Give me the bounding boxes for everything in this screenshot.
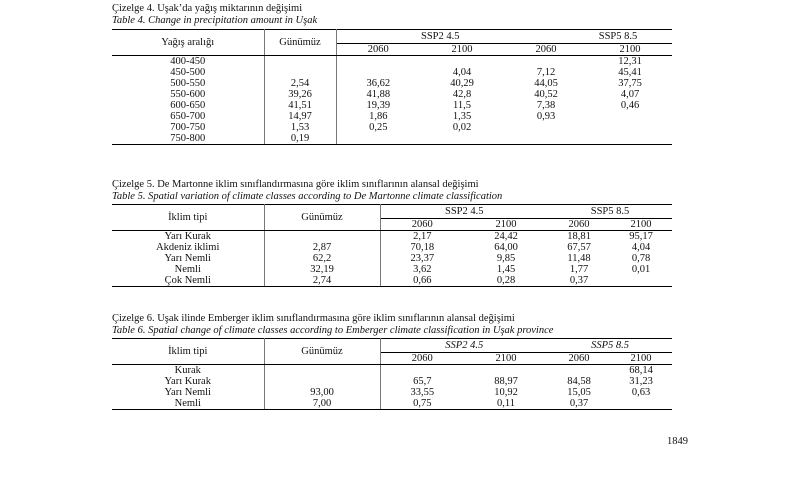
- table5-ssp5-header: SSP5 8.5: [548, 205, 672, 219]
- table4-col-now-header: Günümüz: [264, 30, 336, 56]
- table4-cell-value: 36,62: [366, 78, 391, 89]
- table6-cell-value: 68,14: [629, 365, 653, 376]
- table6: [112, 338, 672, 410]
- table4-ssp5-header: SSP5 8.5: [504, 30, 672, 44]
- table4-row: [112, 122, 672, 133]
- table5-cell-value: 18,81: [567, 231, 591, 242]
- table4-cell-now: 0,19: [264, 133, 336, 145]
- table6-cell-now: [264, 376, 380, 387]
- table5-row: [112, 264, 672, 275]
- table4-cell-value: 45,41: [618, 67, 642, 78]
- table4-cell-value: 19,39: [366, 100, 391, 111]
- table6-row: [112, 365, 672, 377]
- table4-cell-value: [420, 56, 504, 68]
- table4-row: [112, 100, 672, 111]
- table6-cell-value: 0,75: [380, 398, 464, 410]
- table5-row: [112, 242, 672, 253]
- table5-cell-value: 64,00: [494, 242, 518, 253]
- table5-year-header: 2060: [380, 219, 464, 231]
- table6-row: [112, 398, 672, 410]
- table4-title-en: Table 4. Change in precipitation amount in Uşak: [112, 15, 318, 26]
- table5-title-en: Table 5. Spatial variation of climate classes according to De Martonne climate classification: [112, 191, 503, 202]
- table4-row-label: 500-550: [112, 78, 264, 89]
- table4-cell-value: [588, 122, 672, 133]
- table4-year-header: 2060: [504, 44, 588, 56]
- table4-cell-value: [504, 56, 588, 68]
- table5-cell-value: 95,17: [629, 231, 653, 242]
- table5-year-header: 2100: [464, 219, 548, 231]
- table5-row-label: Yarı Nemli: [112, 253, 264, 264]
- table5-cell-now: 2,87: [264, 242, 380, 253]
- table6-row-label: Yarı Kurak: [112, 376, 264, 387]
- table4-row: [112, 56, 672, 68]
- table6-cell-value: 0,37: [548, 398, 610, 410]
- table5-year-header: 2100: [610, 219, 672, 231]
- table5-cell-now: 2,74: [264, 275, 380, 287]
- table6-year-header: 2060: [380, 353, 464, 365]
- table6-col-type-header: İklim tipi: [112, 339, 264, 365]
- table5-row-label: Yarı Kurak: [112, 231, 264, 243]
- table5-cell-now: 62,2: [264, 253, 380, 264]
- table6-row: [112, 376, 672, 387]
- table6-row-label: Yarı Nemli: [112, 387, 264, 398]
- table4-row-label: 650-700: [112, 111, 264, 122]
- table6-cell-value: 0,63: [631, 387, 651, 398]
- table4-cell-value: 7,38: [536, 100, 556, 111]
- table4-row-label: 400-450: [112, 56, 264, 68]
- table6-cell-value: 33,55: [410, 387, 435, 398]
- table4-cell-value: [336, 67, 420, 78]
- table4-cell-value: [420, 133, 504, 145]
- table4-year-header: 2100: [420, 44, 504, 56]
- table4-row: [112, 89, 672, 100]
- table6-row-label: Nemli: [112, 398, 264, 410]
- table4-cell-value: [336, 133, 420, 145]
- table5-row-label: Akdeniz iklimi: [112, 242, 264, 253]
- table6-ssp5-header: SSP5 8.5: [548, 339, 672, 353]
- table6-cell-value: 84,58: [567, 376, 591, 387]
- table5: [112, 204, 672, 287]
- table4-cell-value: 0,46: [620, 100, 640, 111]
- table4-cell-value: 11,5: [453, 100, 471, 111]
- table4-cell-value: [588, 111, 672, 122]
- table5-cell-value: 0,37: [548, 275, 610, 287]
- table4-cell-value: [336, 56, 420, 68]
- table4-row-label: 550-600: [112, 89, 264, 100]
- table6-ssp2-header: SSP2 4.5: [380, 339, 548, 353]
- table4-cell-now: 1,53: [264, 122, 336, 133]
- table6-cell-value: [548, 365, 610, 377]
- table4-block: [112, 3, 672, 145]
- page-number: 1849: [667, 436, 688, 447]
- table5-cell-value: 9,85: [496, 253, 516, 264]
- table6-year-header: 2100: [610, 353, 672, 365]
- table4-cell-value: 12,31: [618, 56, 642, 67]
- table5-cell-value: 24,42: [494, 231, 518, 242]
- table4-cell-value: 41,88: [366, 89, 391, 100]
- table4-cell-value: [588, 133, 672, 145]
- table4-ssp2-header: SSP2 4.5: [336, 30, 504, 44]
- table5-cell-now: 32,19: [264, 264, 380, 275]
- table5-cell-value: 11,48: [567, 253, 591, 264]
- table4-cell-value: [504, 133, 588, 145]
- table6-cell-value: 10,92: [494, 387, 518, 398]
- table5-cell-value: 0,01: [631, 264, 651, 275]
- table5-cell-value: 2,17: [413, 231, 432, 242]
- table5-cell-value: 1,77: [569, 264, 589, 275]
- table5-cell-value: 0,28: [464, 275, 548, 287]
- table6-col-now-header: Günümüz: [264, 339, 380, 365]
- table5-col-now-header: Günümüz: [264, 205, 380, 231]
- table6-block: [112, 313, 672, 410]
- table5-cell-value: 23,37: [410, 253, 435, 264]
- table6-row-label: Kurak: [112, 365, 264, 377]
- table4-title: Çizelge 4. Uşak’da yağış miktarının değişimi: [112, 3, 303, 14]
- table4-cell-now: [264, 67, 336, 78]
- table4-row-label: 750-800: [112, 133, 264, 145]
- table6-cell-value: 15,05: [567, 387, 591, 398]
- table5-cell-value: 1,45: [496, 264, 516, 275]
- table4-row: [112, 133, 672, 145]
- table6-cell-value: 88,97: [494, 376, 518, 387]
- table4-cell-value: 0,02: [452, 122, 472, 133]
- table4-cell-value: [504, 122, 588, 133]
- table5-cell-value: 67,57: [567, 242, 591, 253]
- table6-cell-value: [610, 398, 672, 410]
- table5-row-label: Çok Nemli: [112, 275, 264, 287]
- table4-cell-value: 4,04: [452, 67, 472, 78]
- table4-row-label: 450-500: [112, 67, 264, 78]
- table6-cell-value: 65,7: [413, 376, 432, 387]
- table5-row: [112, 253, 672, 264]
- table5-ssp2-header: SSP2 4.5: [380, 205, 548, 219]
- table4-cell-value: 42,8: [452, 89, 472, 100]
- table4-cell-value: 7,12: [536, 67, 556, 78]
- table4-row-label: 700-750: [112, 122, 264, 133]
- table4-cell-value: 44,05: [534, 78, 558, 89]
- table6-row: [112, 387, 672, 398]
- table5-cell-value: 70,18: [410, 242, 435, 253]
- table6-year-header: 2060: [548, 353, 610, 365]
- table4-cell-now: 39,26: [264, 89, 336, 100]
- table4-cell-now: [264, 56, 336, 68]
- table5-row: [112, 231, 672, 243]
- table6-cell-value: [380, 365, 464, 377]
- table4-row: [112, 67, 672, 78]
- table5-year-header: 2060: [548, 219, 610, 231]
- table5-cell-value: 0,66: [380, 275, 464, 287]
- table5-cell-value: 3,62: [413, 264, 432, 275]
- table4-cell-value: 37,75: [618, 78, 642, 89]
- table5-col-type-header: İklim tipi: [112, 205, 264, 231]
- table4-year-header: 2100: [588, 44, 672, 56]
- table4-cell-now: 2,54: [264, 78, 336, 89]
- table4-cell-value: 1,35: [452, 111, 472, 122]
- table4-cell-value: 4,07: [620, 89, 640, 100]
- table5-cell-now: [264, 231, 380, 243]
- table6-cell-value: 0,11: [464, 398, 548, 410]
- table6-title-en: Table 6. Spatial change of climate classes according to Emberger climate classification in Uşak province: [112, 325, 554, 336]
- table4-row: [112, 78, 672, 89]
- table5-block: [112, 179, 672, 287]
- table5-row-label: Nemli: [112, 264, 264, 275]
- table4: [112, 29, 672, 145]
- table5-row: [112, 275, 672, 287]
- table6-cell-now: 7,00: [264, 398, 380, 410]
- table5-cell-value: 0,78: [631, 253, 651, 264]
- table4-cell-now: 14,97: [264, 111, 336, 122]
- table4-cell-now: 41,51: [264, 100, 336, 111]
- table6-year-header: 2100: [464, 353, 548, 365]
- table5-cell-value: [610, 275, 672, 287]
- table5-cell-value: 4,04: [631, 242, 651, 253]
- table6-cell-now: 93,00: [264, 387, 380, 398]
- table6-cell-value: 31,23: [629, 376, 653, 387]
- table4-row: [112, 111, 672, 122]
- table6-cell-value: [464, 365, 548, 377]
- table6-cell-now: [264, 365, 380, 377]
- table6-title: Çizelge 6. Uşak ilinde Emberger iklim sınıflandırmasına göre iklim sınıflarının alansal değişimi: [112, 313, 515, 324]
- table4-year-header: 2060: [336, 44, 420, 56]
- table4-cell-value: 0,93: [536, 111, 556, 122]
- table4-cell-value: 40,52: [534, 89, 558, 100]
- table4-cell-value: 40,29: [450, 78, 474, 89]
- table4-col-range-header: Yağış aralığı: [112, 30, 264, 56]
- table5-title: Çizelge 5. De Martonne iklim sınıflandırmasına göre iklim sınıflarının alansal değişimi: [112, 179, 479, 190]
- table4-cell-value: 1,86: [369, 111, 388, 122]
- table4-cell-value: 0,25: [369, 122, 388, 133]
- table4-row-label: 600-650: [112, 100, 264, 111]
